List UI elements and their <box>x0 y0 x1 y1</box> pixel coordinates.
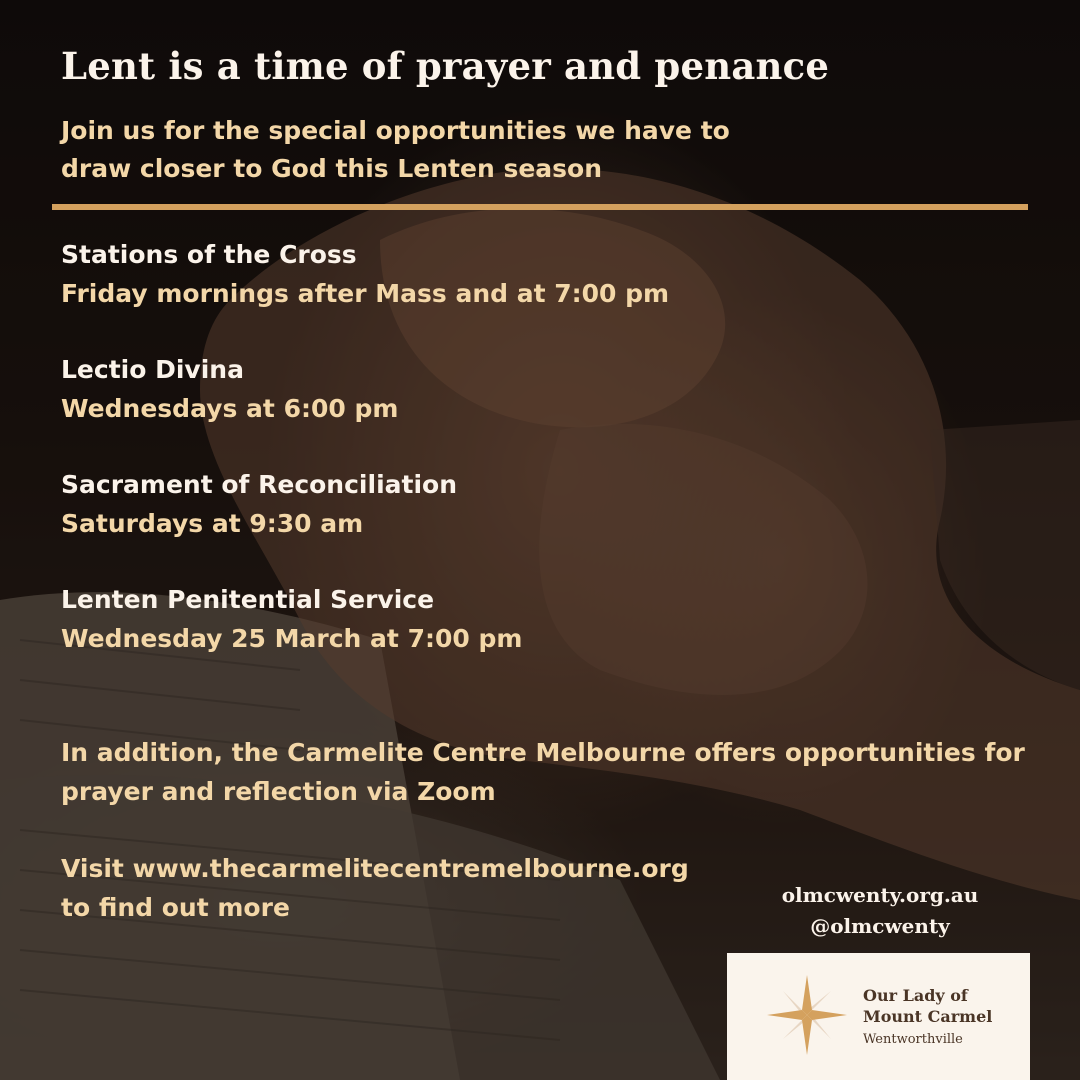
event-name: Stations of the Cross <box>61 240 357 269</box>
event-name: Sacrament of Reconciliation <box>61 470 457 499</box>
page-subtitle: Join us for the special opportunities we have to draw closer to God this Lenten season <box>61 116 730 183</box>
website-link[interactable]: olmcwenty.org.au <box>781 883 979 907</box>
event-sacrament-of-reconciliation <box>61 465 457 543</box>
addition-text: In addition, the Carmelite Centre Melbourne offers opportunities for prayer and reflection via Zoom <box>61 738 1025 806</box>
parish-logo <box>727 953 1030 1080</box>
visit-text: Visit www.thecarmelitecentremelbourne.org to find out more <box>61 854 689 922</box>
logo-name: Our Lady of Mount Carmel <box>863 986 993 1026</box>
social-handle[interactable]: @olmcwenty <box>810 914 950 938</box>
logo-place: Wentworthville <box>863 1032 963 1047</box>
event-time: Friday mornings after Mass and at 7:00 pm <box>61 279 670 308</box>
event-time: Wednesdays at 6:00 pm <box>61 394 399 423</box>
event-lectio-divina <box>61 350 398 428</box>
event-time: Saturdays at 9:30 am <box>61 509 364 538</box>
event-name: Lectio Divina <box>61 355 244 384</box>
event-name: Lenten Penitential Service <box>61 585 435 614</box>
page-title: Lent is a time of prayer and penance <box>61 44 830 88</box>
contact-block <box>760 880 1000 942</box>
event-stations-of-the-cross <box>61 235 669 313</box>
title-divider <box>52 204 1028 210</box>
event-time: Wednesday 25 March at 7:00 pm <box>61 624 523 653</box>
star-icon <box>765 973 849 1057</box>
event-lenten-penitential-service <box>61 580 522 658</box>
